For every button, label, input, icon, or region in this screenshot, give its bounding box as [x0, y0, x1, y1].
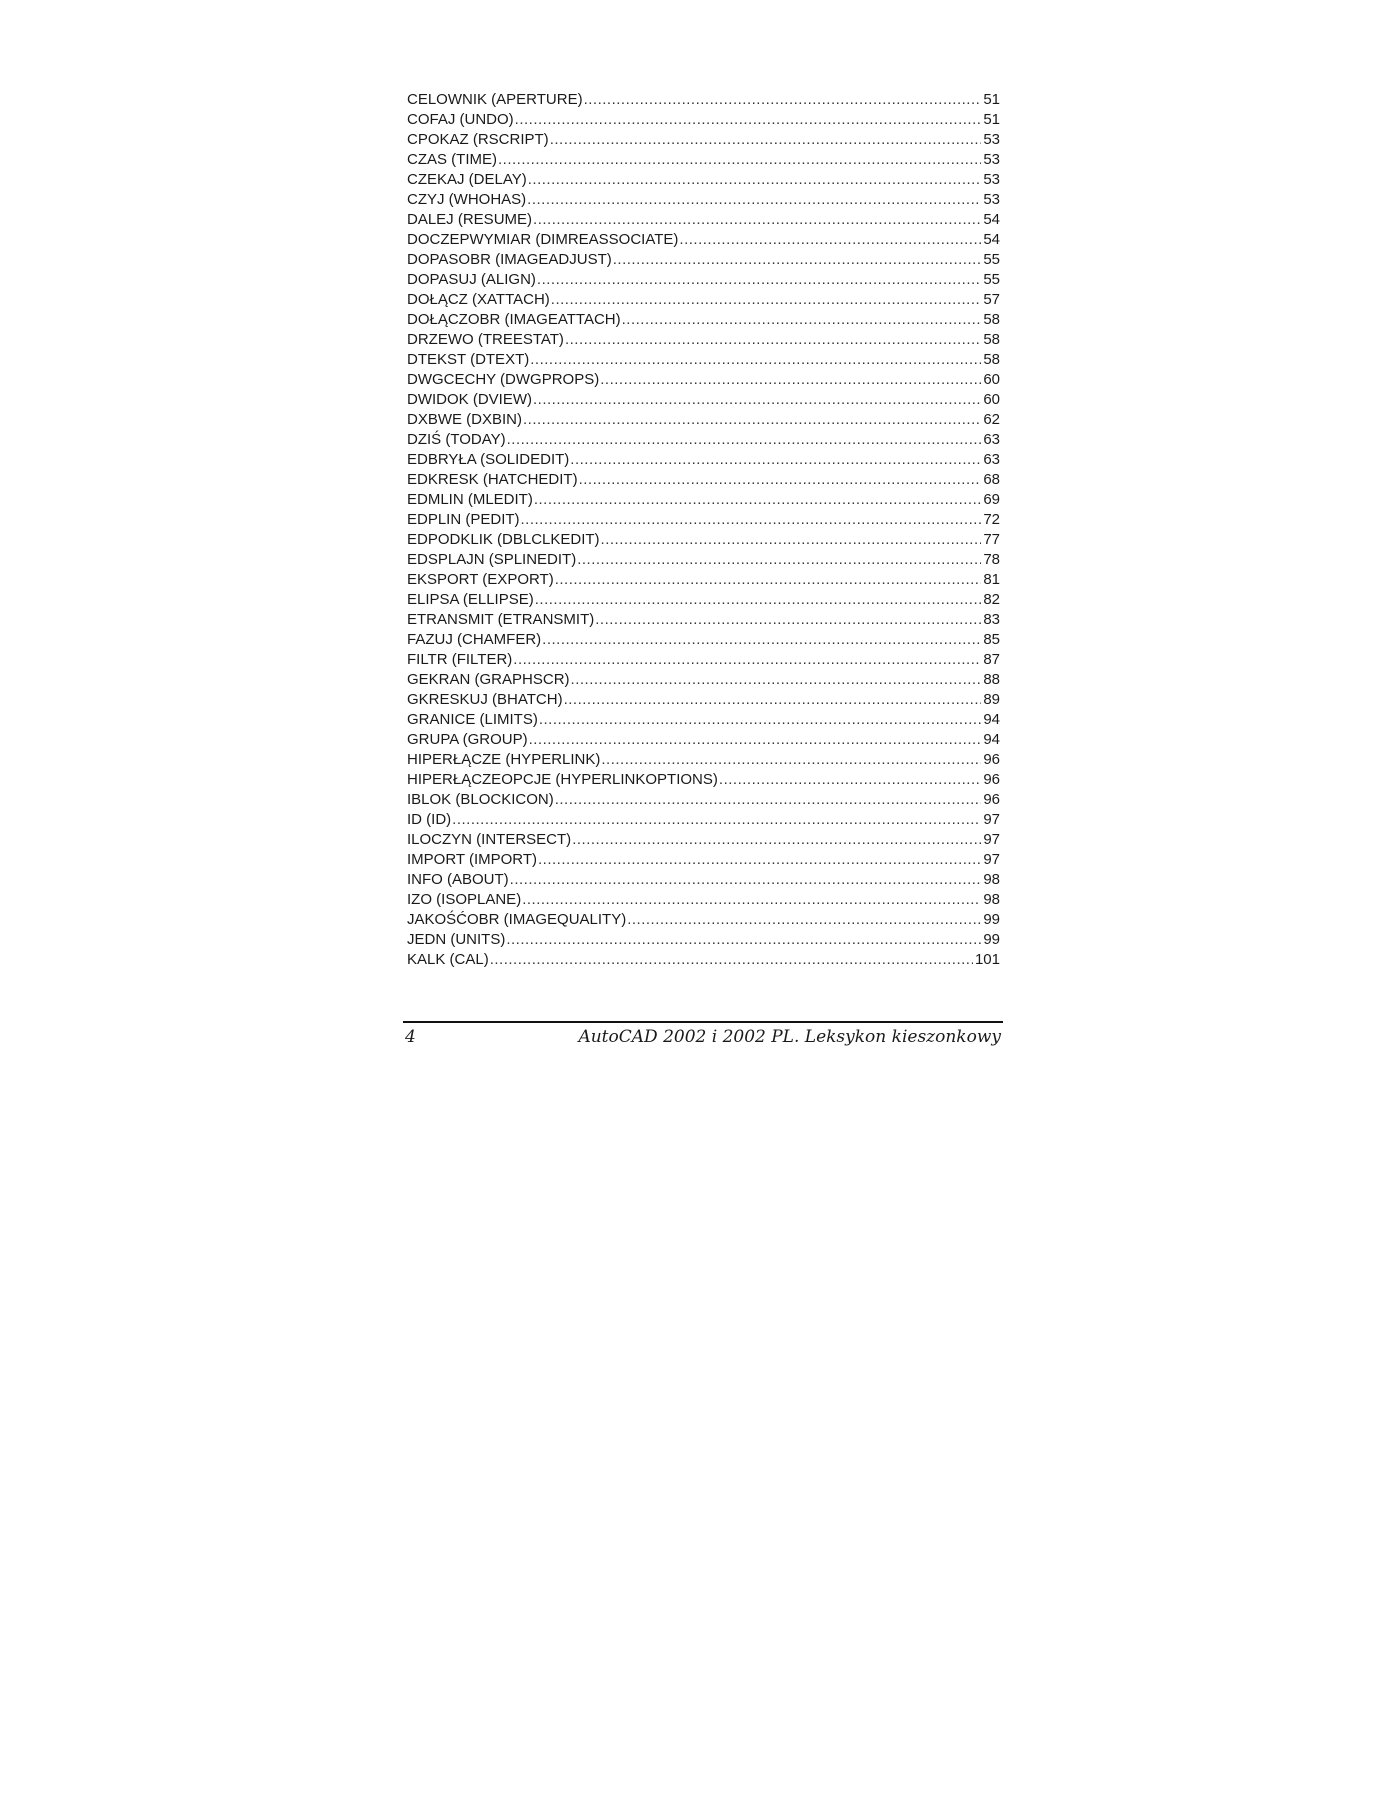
toc-entry-label: JAKOŚĆOBR (IMAGEQUALITY) — [407, 911, 627, 928]
toc-entry-label: DTEKST (DTEXT) — [407, 351, 530, 368]
toc-entry-page: 94 — [983, 731, 1000, 748]
toc-entry-label: INFO (ABOUT) — [407, 871, 509, 888]
dot-leader — [719, 770, 981, 790]
dot-leader — [577, 550, 981, 570]
toc-entry — [407, 150, 1000, 170]
toc-entry-label: CZYJ (WHOHAS) — [407, 191, 527, 208]
toc-entry-page: 53 — [983, 191, 1000, 208]
footer-divider — [403, 1021, 1003, 1023]
dot-leader — [622, 310, 982, 330]
dot-leader — [533, 390, 981, 410]
toc-entry-label: ELIPSA (ELLIPSE) — [407, 591, 534, 608]
toc-entry-page: 94 — [983, 711, 1000, 728]
toc-entry-label: ETRANSMIT (ETRANSMIT) — [407, 611, 595, 628]
toc-entry-page: 72 — [983, 511, 1000, 528]
dot-leader — [452, 810, 981, 830]
toc-entry-label: HIPERŁĄCZE (HYPERLINK) — [407, 751, 601, 768]
toc-entry-label: DOŁĄCZ (XATTACH) — [407, 291, 550, 308]
toc-entry — [407, 570, 1000, 590]
toc-entry-page: 51 — [983, 111, 1000, 128]
toc-entry-label: EDPODKLIK (DBLCLKEDIT) — [407, 531, 600, 548]
toc-entry — [407, 770, 1000, 790]
toc-entry — [407, 550, 1000, 570]
dot-leader — [564, 690, 982, 710]
toc-entry-page: 83 — [983, 611, 1000, 628]
toc-entry-page: 87 — [983, 651, 1000, 668]
toc-entry — [407, 690, 1000, 710]
toc-entry — [407, 490, 1000, 510]
toc-entry — [407, 110, 1000, 130]
dot-leader — [571, 670, 982, 690]
dot-leader — [513, 650, 981, 670]
dot-leader — [555, 790, 982, 810]
dot-leader — [528, 170, 982, 190]
toc-entry-page: 96 — [983, 771, 1000, 788]
toc-entry-label: FAZUJ (CHAMFER) — [407, 631, 542, 648]
toc-entry — [407, 450, 1000, 470]
toc-entry-page: 99 — [983, 931, 1000, 948]
toc-entry-page: 97 — [983, 831, 1000, 848]
dot-leader — [537, 270, 981, 290]
dot-leader — [529, 730, 982, 750]
toc-entry — [407, 810, 1000, 830]
toc-entry — [407, 870, 1000, 890]
toc-entry-page: 77 — [983, 531, 1000, 548]
dot-leader — [533, 210, 981, 230]
toc-entry — [407, 910, 1000, 930]
dot-leader — [584, 90, 982, 110]
toc-entry-page: 53 — [983, 151, 1000, 168]
dot-leader — [522, 890, 981, 910]
toc-entry — [407, 230, 1000, 250]
dot-leader — [507, 430, 982, 450]
dot-leader — [535, 590, 982, 610]
toc-entry-label: GEKRAN (GRAPHSCR) — [407, 671, 570, 688]
toc-entry-label: DOCZEPWYMIAR (DIMREASSOCIATE) — [407, 231, 679, 248]
toc-entry — [407, 730, 1000, 750]
toc-entry-label: IBLOK (BLOCKICON) — [407, 791, 554, 808]
toc-entry-label: EDSPLAJN (SPLINEDIT) — [407, 551, 577, 568]
toc-entry-label: CZAS (TIME) — [407, 151, 497, 168]
toc-entry — [407, 250, 1000, 270]
toc-entry-label: DXBWE (DXBIN) — [407, 411, 523, 428]
toc-entry-page: 97 — [983, 811, 1000, 828]
toc-entry-label: DOPASOBR (IMAGEADJUST) — [407, 251, 612, 268]
dot-leader — [527, 190, 981, 210]
toc-entry — [407, 290, 1000, 310]
toc-entry-label: CELOWNIK (APERTURE) — [407, 91, 583, 108]
toc-entry-page: 96 — [983, 791, 1000, 808]
dot-leader — [565, 330, 981, 350]
dot-leader — [521, 510, 982, 530]
toc-entry — [407, 370, 1000, 390]
dot-leader — [539, 710, 981, 730]
toc-entry-page: 96 — [983, 751, 1000, 768]
dot-leader — [601, 750, 981, 770]
dot-leader — [498, 150, 981, 170]
toc-entry — [407, 650, 1000, 670]
toc-entry-label: DOPASUJ (ALIGN) — [407, 271, 536, 288]
toc-entry-page: 99 — [983, 911, 1000, 928]
toc-entry — [407, 130, 1000, 150]
toc-entry-page: 55 — [983, 251, 1000, 268]
running-title: AutoCAD 2002 i 2002 PL. Leksykon kieszonkowy — [578, 1027, 1001, 1047]
toc-entry-label: EKSPORT (EXPORT) — [407, 571, 554, 588]
toc-entry — [407, 330, 1000, 350]
toc-entry-page: 53 — [983, 171, 1000, 188]
toc-entry-label: HIPERŁĄCZEOPCJE (HYPERLINKOPTIONS) — [407, 771, 718, 788]
dot-leader — [601, 530, 982, 550]
toc-entry — [407, 310, 1000, 330]
toc-entry-page: 54 — [983, 211, 1000, 228]
page-footer — [405, 1027, 1001, 1047]
dot-leader — [510, 870, 982, 890]
toc-entry-label: DWIDOK (DVIEW) — [407, 391, 532, 408]
dot-leader — [551, 290, 982, 310]
toc-entry — [407, 350, 1000, 370]
dot-leader — [550, 130, 982, 150]
dot-leader — [555, 570, 982, 590]
toc-entry — [407, 410, 1000, 430]
toc-entry — [407, 210, 1000, 230]
toc-entry-label: ILOCZYN (INTERSECT) — [407, 831, 572, 848]
toc-entry-page: 97 — [983, 851, 1000, 868]
toc-entry-label: JEDN (UNITS) — [407, 931, 506, 948]
toc-entry — [407, 530, 1000, 550]
toc-entry — [407, 790, 1000, 810]
toc-entry-label: DZIŚ (TODAY) — [407, 431, 506, 448]
toc-entry-label: IZO (ISOPLANE) — [407, 891, 522, 908]
dot-leader — [627, 910, 981, 930]
dot-leader — [515, 110, 982, 130]
toc-entry-page: 57 — [983, 291, 1000, 308]
toc-entry — [407, 950, 1000, 970]
toc-entry-page: 53 — [983, 131, 1000, 148]
toc-entry — [407, 90, 1000, 110]
toc-entry — [407, 170, 1000, 190]
toc-entry-page: 63 — [983, 451, 1000, 468]
dot-leader — [595, 610, 981, 630]
toc-entry-page: 58 — [983, 331, 1000, 348]
toc-entry-label: CPOKAZ (RSCRIPT) — [407, 131, 549, 148]
toc-entry-page: 63 — [983, 431, 1000, 448]
toc-entry-page: 88 — [983, 671, 1000, 688]
toc-entry-label: DALEJ (RESUME) — [407, 211, 533, 228]
toc-entry-label: EDMLIN (MLEDIT) — [407, 491, 533, 508]
toc-entry — [407, 430, 1000, 450]
toc-entry — [407, 930, 1000, 950]
toc-entry-label: COFAJ (UNDO) — [407, 111, 514, 128]
toc-entry — [407, 850, 1000, 870]
toc-entry-page: 60 — [983, 371, 1000, 388]
toc-entry-page: 58 — [983, 351, 1000, 368]
dot-leader — [570, 450, 981, 470]
toc-entry — [407, 670, 1000, 690]
toc-entry-page: 62 — [983, 411, 1000, 428]
toc-entry-label: ID (ID) — [407, 811, 452, 828]
dot-leader — [679, 230, 981, 250]
toc-entry-label: CZEKAJ (DELAY) — [407, 171, 527, 188]
toc-entry — [407, 190, 1000, 210]
dot-leader — [523, 410, 981, 430]
dot-leader — [600, 370, 981, 390]
dot-leader — [534, 490, 981, 510]
dot-leader — [506, 930, 981, 950]
toc-entry — [407, 630, 1000, 650]
toc-entry-page: 55 — [983, 271, 1000, 288]
toc-entry-page: 68 — [983, 471, 1000, 488]
toc-entry-page: 98 — [983, 891, 1000, 908]
toc-entry-label: DOŁĄCZOBR (IMAGEATTACH) — [407, 311, 621, 328]
toc-entry-page: 81 — [983, 571, 1000, 588]
toc-entry — [407, 750, 1000, 770]
toc-entry-page: 54 — [983, 231, 1000, 248]
toc-entry-label: DWGCECHY (DWGPROPS) — [407, 371, 600, 388]
dot-leader — [579, 470, 982, 490]
toc-entry — [407, 590, 1000, 610]
toc-entry — [407, 890, 1000, 910]
toc-entry-label: GRUPA (GROUP) — [407, 731, 528, 748]
toc-entry — [407, 270, 1000, 290]
toc-entry-page: 78 — [983, 551, 1000, 568]
toc-entry-page: 98 — [983, 871, 1000, 888]
toc-entry-page: 101 — [974, 951, 1000, 968]
toc-entry — [407, 830, 1000, 850]
toc-entry — [407, 710, 1000, 730]
toc-entry-page: 82 — [983, 591, 1000, 608]
toc-entry — [407, 610, 1000, 630]
toc-entry-label: IMPORT (IMPORT) — [407, 851, 538, 868]
toc-entry — [407, 470, 1000, 490]
toc-entry-page: 58 — [983, 311, 1000, 328]
page-number: 4 — [405, 1027, 416, 1047]
dot-leader — [542, 630, 981, 650]
toc-entry-label: GRANICE (LIMITS) — [407, 711, 538, 728]
dot-leader — [572, 830, 981, 850]
toc-entry-label: FILTR (FILTER) — [407, 651, 513, 668]
toc-entry-page: 60 — [983, 391, 1000, 408]
table-of-contents — [407, 90, 1000, 970]
toc-entry — [407, 390, 1000, 410]
toc-entry-page: 51 — [983, 91, 1000, 108]
toc-entry-label: EDPLIN (PEDIT) — [407, 511, 520, 528]
toc-entry-label: EDKRESK (HATCHEDIT) — [407, 471, 578, 488]
dot-leader — [613, 250, 982, 270]
toc-entry-label: DRZEWO (TREESTAT) — [407, 331, 564, 348]
dot-leader — [538, 850, 981, 870]
dot-leader — [530, 350, 981, 370]
toc-entry-page: 69 — [983, 491, 1000, 508]
dot-leader — [490, 950, 973, 970]
toc-entry — [407, 510, 1000, 530]
toc-entry-page: 89 — [983, 691, 1000, 708]
toc-entry-label: GKRESKUJ (BHATCH) — [407, 691, 563, 708]
toc-entry-label: EDBRYŁA (SOLIDEDIT) — [407, 451, 570, 468]
toc-entry-page: 85 — [983, 631, 1000, 648]
toc-entry-label: KALK (CAL) — [407, 951, 489, 968]
